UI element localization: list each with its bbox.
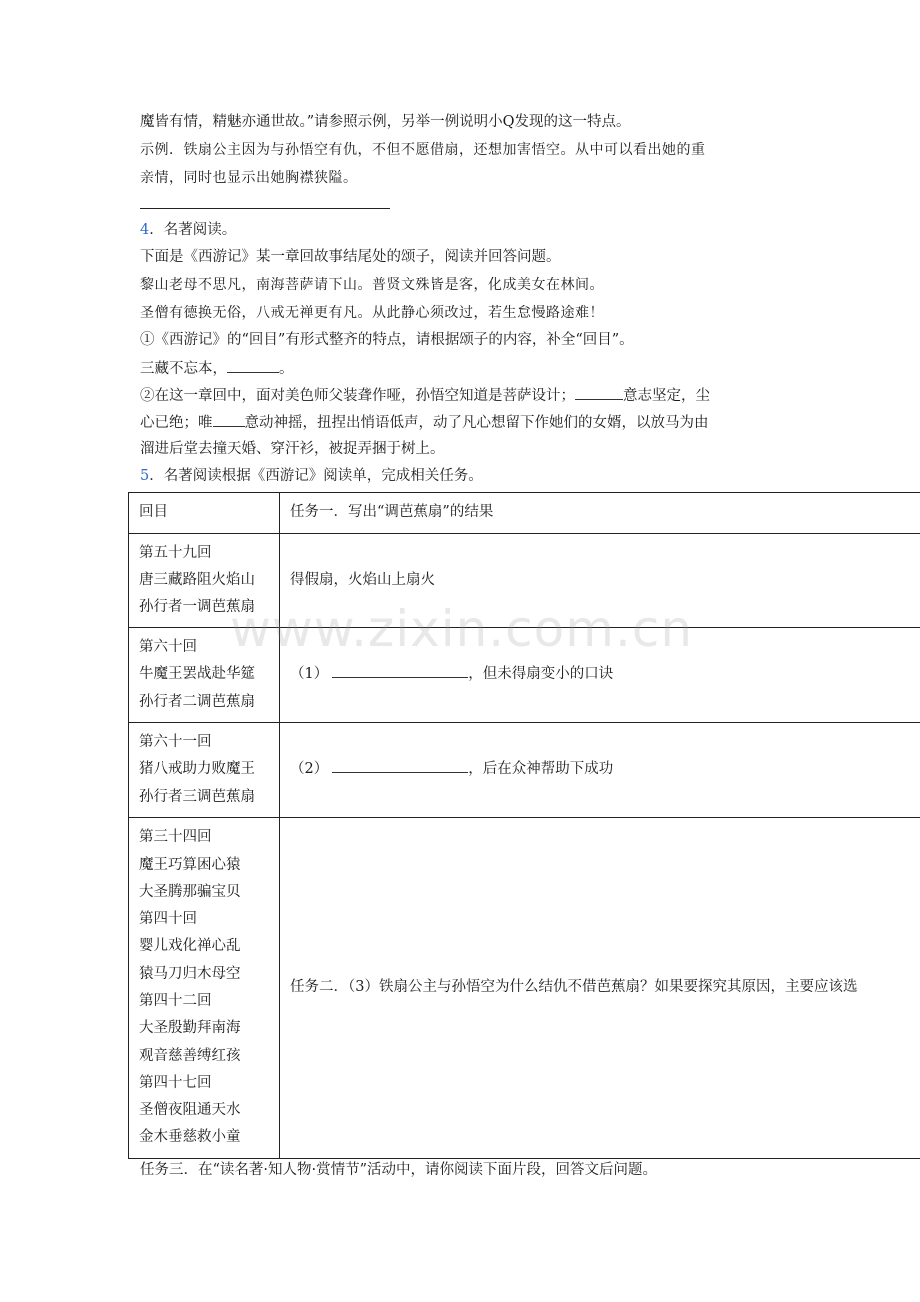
- sub-question-1: ①《西游记》的“回目”有形式整齐的特点，请根据颂子的内容，补全“回目”。: [140, 332, 634, 348]
- header-task-1: 任务一．写出“调芭蕉扇”的结果: [280, 493, 920, 534]
- result-cell: [280, 723, 920, 818]
- chapter-line: 婴儿戏化禅心乱: [139, 938, 241, 955]
- example-line-2: 亲情，同时也显示出她胸襟狭隘。: [140, 170, 358, 186]
- chapter-cell: [129, 723, 280, 818]
- blank-label-2: （2）: [290, 761, 329, 778]
- chapter-line: 第三十四回: [139, 829, 212, 846]
- sub-question-2-text-a: ②在这一章回中，面对美色师父装聋作哑，孙悟空知道是菩萨设计；: [140, 388, 575, 404]
- blank-field-3[interactable]: [213, 412, 245, 427]
- fill-blank-text-a: 三藏不忘本，: [140, 361, 227, 377]
- chapter-line: 孙行者三调芭蕉扇: [139, 788, 255, 805]
- chapter-line: 孙行者一调芭蕉扇: [139, 599, 255, 616]
- chapter-line: 唐三藏路阻火焰山: [139, 571, 255, 588]
- sub-question-2-text-d: 意动神摇，扭捏出悄语低声，动了凡心想留下作她们的女婿，以放马为由: [244, 415, 709, 431]
- chapter-line: 第六十回: [139, 639, 197, 656]
- chapter-line: 金木垂慈救小童: [139, 1129, 241, 1146]
- question-5-number: 5: [140, 468, 150, 484]
- sub-question-2-line-2: [140, 412, 709, 433]
- example-line-1: 示例．铁扇公主因为与孙悟空有仇，不但不愿借扇，还想加害悟空。从中可以看出她的重: [140, 142, 706, 158]
- result-text-1: ，但未得扇变小的口诀: [468, 666, 614, 683]
- question-4-title: ．名著阅读。: [149, 222, 237, 238]
- chapter-line: 观音慈善缚红孩: [139, 1047, 241, 1064]
- answer-blank-2[interactable]: [332, 758, 468, 773]
- blank-field-1[interactable]: [227, 358, 279, 373]
- question-4-number: 4: [140, 222, 150, 238]
- table-header-row: [129, 493, 920, 534]
- chapter-line: 猪八戒助力败魔王: [139, 761, 255, 778]
- chapter-line: 第五十九回: [139, 544, 212, 561]
- sub-question-2-text-c: 心已绝；唯: [140, 415, 213, 431]
- answer-line: [140, 208, 390, 209]
- sub-question-2-line-1: [140, 385, 710, 406]
- watermark: www.zixin.com.cn: [230, 600, 694, 658]
- chapter-line: 第四十回: [139, 911, 197, 928]
- chapter-line: 圣僧夜阻通天水: [139, 1102, 241, 1119]
- question-5-heading: [140, 466, 483, 486]
- chapter-line: 第四十二回: [139, 993, 212, 1009]
- chapter-cell: [129, 818, 280, 1159]
- table-row: [129, 818, 920, 1159]
- chapter-line: 孙行者二调芭蕉扇: [139, 693, 255, 710]
- chapter-line: 大圣腾那骗宝贝: [139, 883, 241, 900]
- result-text-2: ，后在众神帮助下成功: [468, 761, 614, 778]
- chapter-line: 猿马刀归木母空: [139, 965, 241, 982]
- task-3-line: 任务三．在“读名著·知人物·赏情节”活动中，请你阅读下面片段，回答文后问题。: [140, 1162, 658, 1178]
- question-5-title: ．名著阅读根据《西游记》阅读单，完成相关任务。: [149, 468, 483, 484]
- chapter-line: 大圣殷勤拜南海: [139, 1020, 241, 1037]
- text-line-1: 魔皆有情，精魅亦通世故。”请参照示例，另举一例说明小Q发现的这一特点。: [140, 114, 631, 130]
- verse-line-2: 圣僧有德换无俗，八戒无禅更有凡。从此静心须改过，若生怠慢路途难！: [140, 305, 604, 321]
- verse-line-1: 黎山老母不思凡，南海菩萨请下山。普贤文殊皆是客，化成美女在林间。: [140, 277, 604, 293]
- answer-blank-1[interactable]: [332, 663, 468, 678]
- chapter-line: 牛魔王罢战赴华筵: [139, 666, 255, 683]
- result-cell: 得假扇，火焰山上扇火: [280, 534, 920, 628]
- text-line-5: 下面是《西游记》某一章回故事结尾处的颂子，阅读并回答问题。: [140, 249, 561, 265]
- task-2-cell: 任务二．（3）铁扇公主与孙悟空为什么结仇不借芭蕉扇？如果要探究其原因，主要应该选: [280, 818, 920, 1159]
- chapter-line: 第四十七回: [139, 1074, 212, 1091]
- fill-blank-text-b: 。: [279, 361, 294, 377]
- blank-field-2[interactable]: [575, 385, 623, 400]
- chapter-line: 第六十一回: [139, 734, 212, 751]
- sub-question-2-line-3: 溜进后堂去撞天婚、穿汗衫，被捉弄捆于树上。: [140, 441, 445, 457]
- header-chapter: 回目: [129, 493, 280, 534]
- table-row: [129, 723, 920, 818]
- question-4-heading: [140, 220, 236, 240]
- sub-question-2-text-b: 意志坚定，尘: [623, 388, 710, 404]
- blank-label-1: （1）: [290, 666, 329, 683]
- chapter-line: 魔王巧算困心猿: [139, 856, 241, 873]
- fill-blank-line-1: [140, 358, 294, 379]
- reading-task-table: [128, 492, 920, 1159]
